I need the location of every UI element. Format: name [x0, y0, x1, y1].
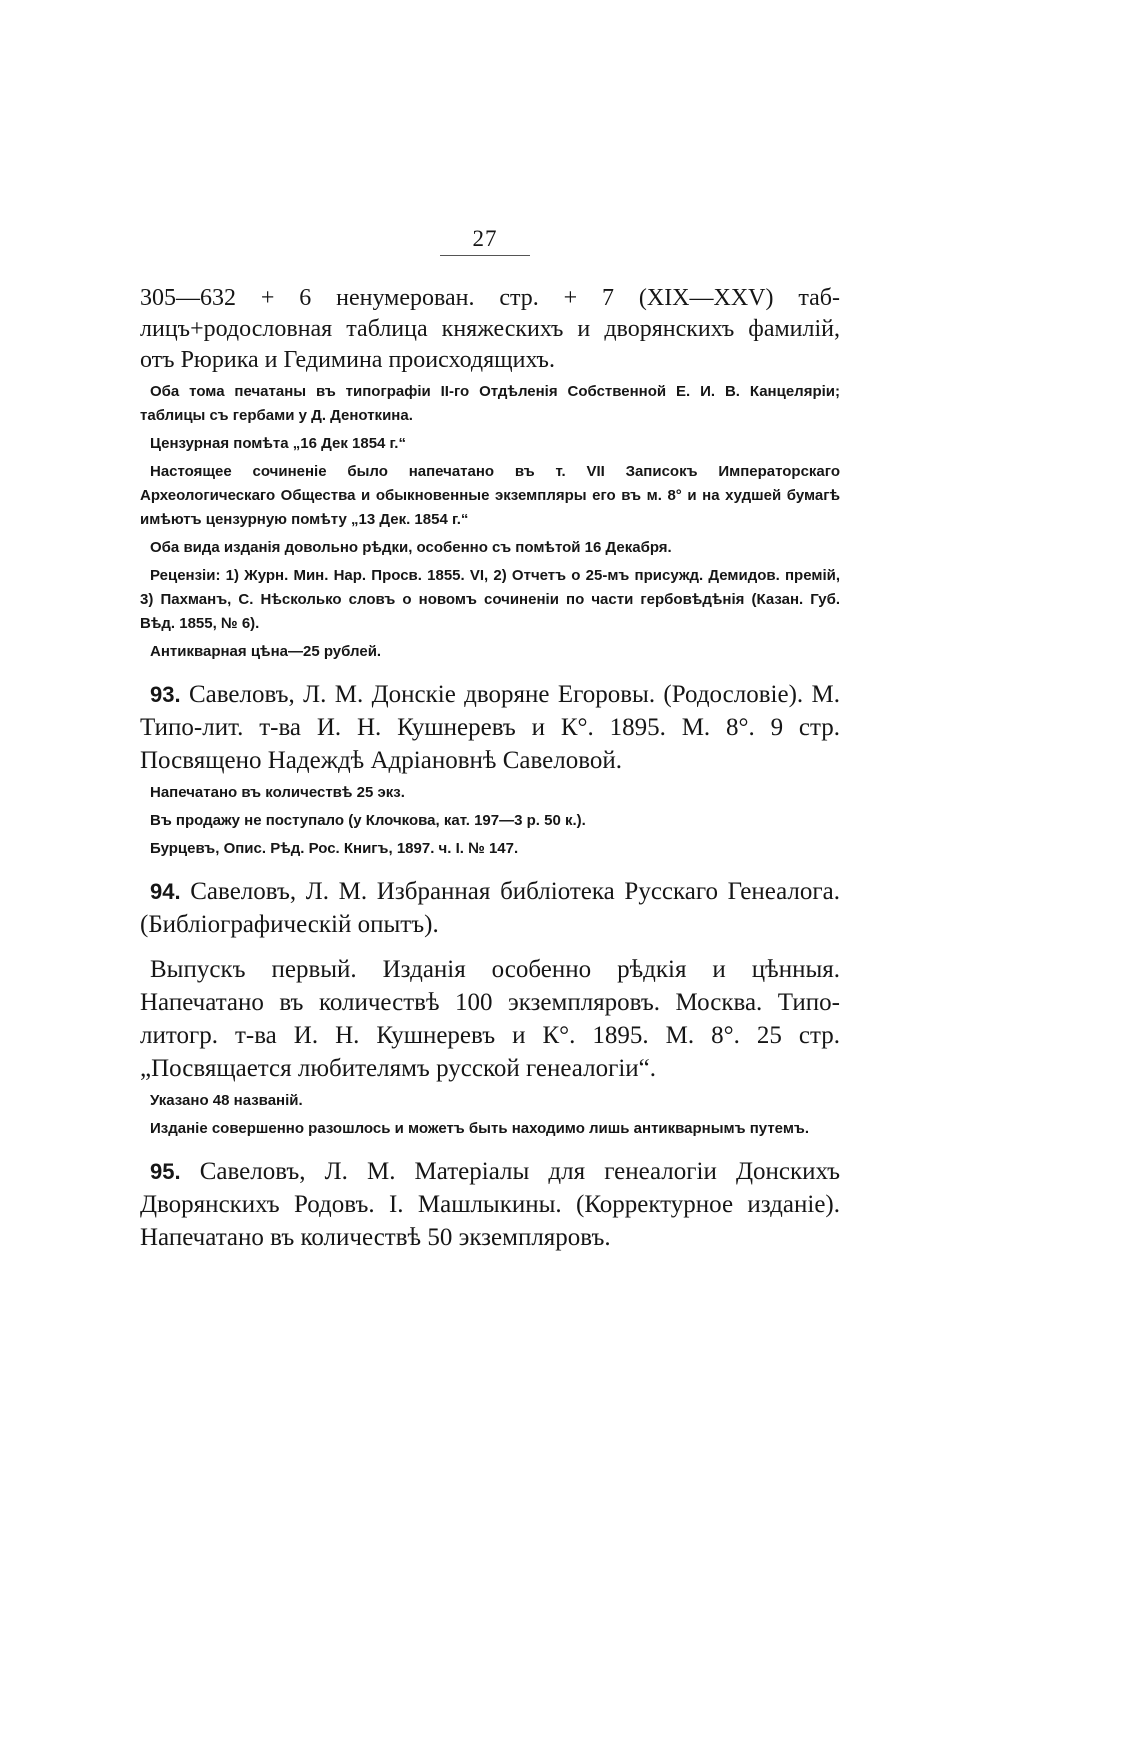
note-censorship-mark: Цензурная помѣта „16 Дек 1854 г.“: [150, 435, 406, 452]
note-reviews: Рецензіи: 1) Журн. Мин. Нар. Просв. 1855. VI, 2) Отчетъ о 25-мъ присужд. Демидов. премій, 3) Пахманъ, С. Нѣсколько словъ о новомъ сочиненіи по части гербовѣдѣнія (Казан. Губ. Вѣд. 1855, № 6).: [140, 567, 840, 632]
entry-text: Савеловъ, Л. М. Избранная библіотека Русскаго Генеалога. (Библіографическій опытъ).: [140, 878, 840, 938]
note-reference: Бурцевъ, Опис. Рѣд. Рос. Книгъ, 1897. ч. I. № 147.: [150, 840, 519, 857]
entry-number: 95.: [150, 1159, 181, 1184]
text-column: [140, 225, 840, 1254]
entry-text: Савеловъ, Л. М. Донскіе дворяне Егоровы. (Родословіе). М. Типо-лит. т-ва И. Н. Кушнеревъ и К°. 1895. М. 8°. 9 стр. Посвящено Надеждѣ Адріановнѣ Савеловой.: [140, 681, 840, 774]
page-number-rule: [440, 255, 530, 256]
note-sold-out: Изданіе совершенно разошлось и можетъ быть находимо лишь антикварнымъ путемъ.: [150, 1120, 810, 1137]
note-printing: Оба тома печатаны въ типографіи II-го Отдѣленія Собственной Е. И. В. Канцеляріи; таблицы съ гербами у Д. Деноткина.: [140, 383, 840, 424]
note-titles-count: Указано 48 названій.: [150, 1092, 303, 1109]
entry-number: 94.: [150, 879, 181, 904]
note-antiquarian-price: Антикварная цѣна—25 рублей.: [150, 643, 382, 660]
entry-93: [140, 678, 840, 777]
page-number: 27: [472, 226, 498, 251]
entry-number: 93.: [150, 682, 181, 707]
continuation-paragraph: 305—632 + 6 ненумерован. стр. + 7 (XIX—XXV) таб-лицъ+родословная таблица княжескихъ и дворянскихъ фамилій, отъ Рюрика и Гедимина происходящихъ.: [140, 285, 840, 373]
entry-text: Савеловъ, Л. М. Матеріалы для генеалогіи Донскихъ Дворянскихъ Родовъ. I. Машлыкины. (Корректурное изданіе). Напечатано въ количествѣ 50 экземпляровъ.: [140, 1158, 840, 1251]
entry-94: [140, 875, 840, 941]
note-edition: Настоящее сочиненіе было напечатано въ т. VII Записокъ Императорскаго Археологическаго Общества и обыкновенные экземпляры его въ м. 8° и на худшей бумагѣ имѣютъ цензурную помѣту „13 Дек. 1854 г.“: [140, 463, 840, 528]
note-rarity: Оба вида изданія довольно рѣдки, особенно съ помѣтой 16 Декабря.: [150, 539, 672, 556]
note-print-run: Напечатано въ количествѣ 25 экз.: [150, 784, 405, 801]
entry-94-description: Выпускъ первый. Изданія особенно рѣдкія и цѣнныя. Напечатано въ количествѣ 100 экземпляровъ. Москва. Типо-литогр. т-ва И. Н. Кушнеревъ и К°. 1895. М. 8°. 25 стр. „Посвящается любителямъ русской генеалогіи“.: [140, 956, 840, 1082]
entry-95: [140, 1155, 840, 1254]
note-not-for-sale: Въ продажу не поступало (у Клочкова, кат. 197—3 р. 50 к.).: [150, 812, 586, 829]
